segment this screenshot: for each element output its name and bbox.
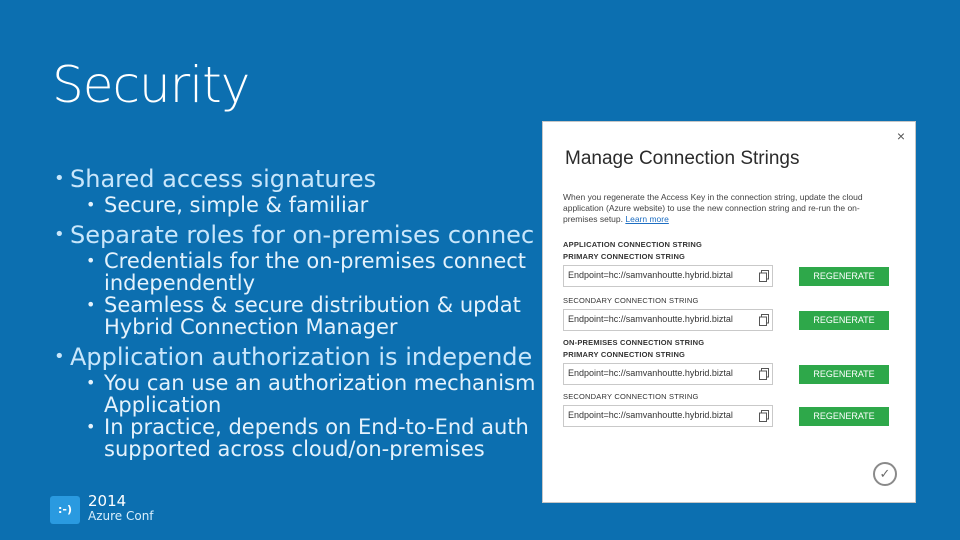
- bullet-3: • Application authorization is independe: [54, 342, 574, 372]
- close-icon[interactable]: ×: [896, 128, 905, 144]
- dialog-title: Manage Connection Strings: [565, 148, 800, 169]
- connection-string-value: Endpoint=hc://samvanhoutte.hybrid.biztal: [568, 314, 733, 324]
- bullet-2-sub-1: • Credentials for the on-premises connect independently: [54, 250, 574, 294]
- bullet-3-sub-2: • In practice, depends on End-to-End auth supported across cloud/on-premises: [54, 416, 574, 460]
- bullet-2-sub-2: • Seamless & secure distribution & updat Hybrid Connection Manager: [54, 294, 574, 338]
- regenerate-button[interactable]: REGENERATE: [799, 311, 889, 330]
- bullet-list: [54, 164, 574, 460]
- connection-string-value: Endpoint=hc://samvanhoutte.hybrid.biztal: [568, 368, 733, 378]
- bullet-3-sub-1: • You can use an authorization mechanism Application: [54, 372, 574, 416]
- copy-icon[interactable]: [759, 410, 769, 422]
- description-text: When you regenerate the Access Key in the connection string, update the cloud application (Azure website) to use the new connection string and re-run the on-premises setup.: [563, 192, 863, 224]
- logo-year: 2014: [88, 492, 127, 510]
- bullet-1: • Shared access signatures: [54, 164, 574, 194]
- dialog-description: [563, 192, 863, 225]
- smiley-badge-icon: :-): [50, 496, 80, 524]
- section-label: SECONDARY CONNECTION STRING: [563, 392, 699, 401]
- secondary-app-connection-section: [563, 296, 893, 331]
- copy-icon[interactable]: [759, 368, 769, 380]
- application-connection-section: [563, 240, 893, 287]
- regenerate-button[interactable]: REGENERATE: [799, 267, 889, 286]
- slide-title: Security: [52, 56, 250, 114]
- regenerate-button[interactable]: REGENERATE: [799, 407, 889, 426]
- primary-onprem-connection-field[interactable]: [563, 363, 773, 385]
- regenerate-button[interactable]: REGENERATE: [799, 365, 889, 384]
- primary-app-connection-field[interactable]: [563, 265, 773, 287]
- section-label: APPLICATION CONNECTION STRING: [563, 240, 702, 249]
- manage-connection-strings-dialog: [542, 121, 916, 503]
- copy-icon[interactable]: [759, 270, 769, 282]
- connection-string-value: Endpoint=hc://samvanhoutte.hybrid.biztal: [568, 270, 733, 280]
- secondary-onprem-connection-field[interactable]: [563, 405, 773, 427]
- learn-more-link[interactable]: Learn more: [625, 214, 669, 224]
- bullet-1-sub-1: • Secure, simple & familiar: [54, 194, 574, 216]
- ok-check-icon[interactable]: ✓: [873, 462, 897, 486]
- primary-label: PRIMARY CONNECTION STRING: [563, 252, 686, 261]
- copy-icon[interactable]: [759, 314, 769, 326]
- on-premises-connection-section: [563, 338, 893, 385]
- connection-string-value: Endpoint=hc://samvanhoutte.hybrid.biztal: [568, 410, 733, 420]
- section-label: SECONDARY CONNECTION STRING: [563, 296, 699, 305]
- section-label: ON-PREMISES CONNECTION STRING: [563, 338, 705, 347]
- bullet-2: • Separate roles for on-premises connec: [54, 220, 574, 250]
- secondary-app-connection-field[interactable]: [563, 309, 773, 331]
- secondary-onprem-connection-section: [563, 392, 893, 427]
- primary-label: PRIMARY CONNECTION STRING: [563, 350, 686, 359]
- logo-name: Azure Conf: [88, 509, 154, 523]
- azure-conf-logo: [50, 492, 180, 528]
